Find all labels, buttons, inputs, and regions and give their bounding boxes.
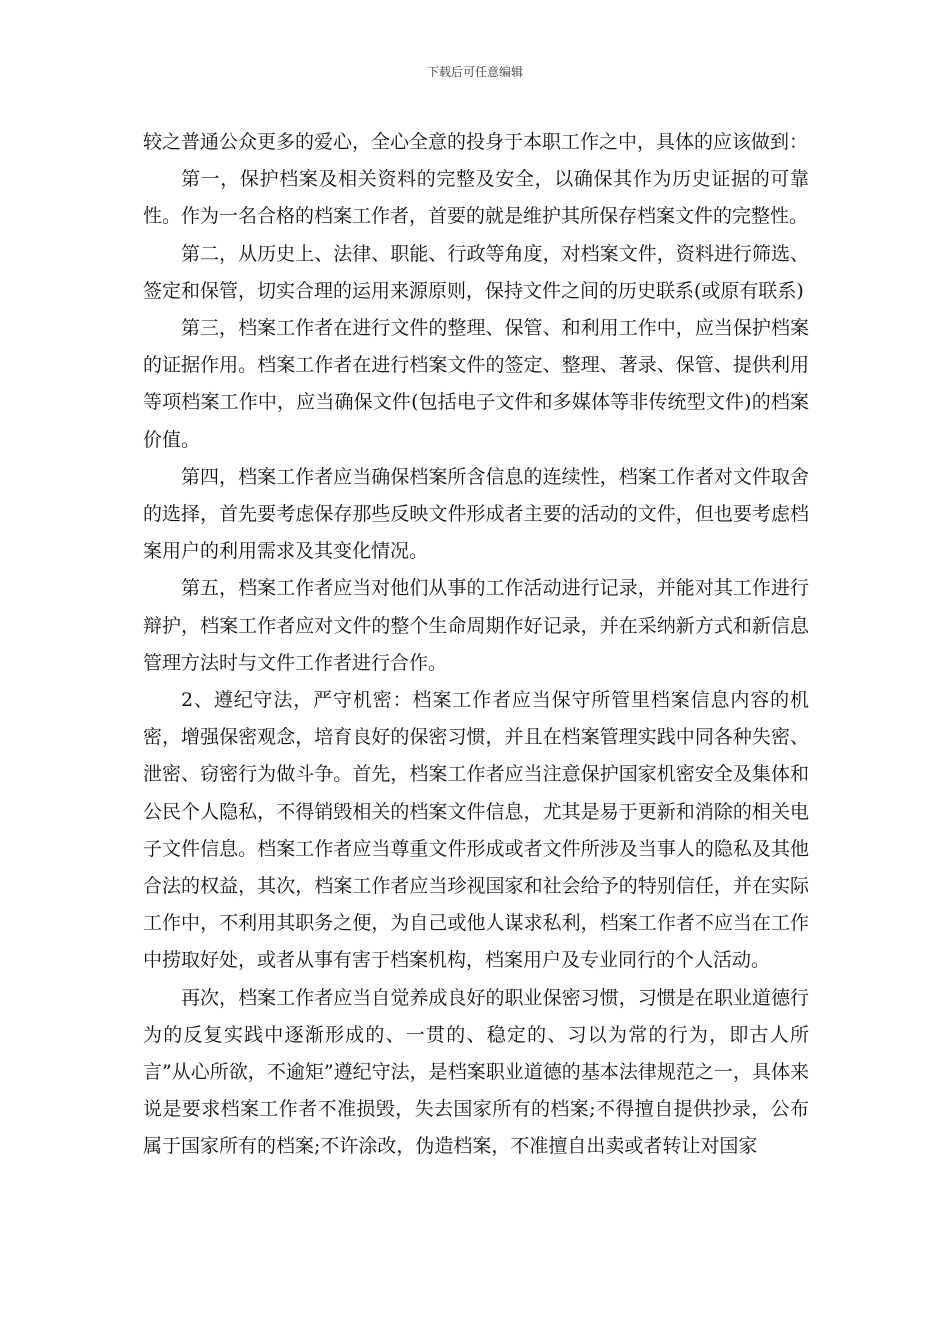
paragraph: 较之普通公众更多的爱心，全心全意的投身于本职工作之中，具体的应该做到： <box>143 131 809 153</box>
paragraph: 再次，档案工作者应当自觉养成良好的职业保密习惯，习惯是在职业道德行为的反复实践中逐渐形成的、一贯的、稳定的、习以为常的行为，即古人所言”从心所欲，不逾矩”遵纪守法，是档案职业道德的基本法律规范之一，具体来说是要求档案工作者不准损毁，失去国家所有的档案;不得擅自提供抄录，公布属于国家所有的档案;不许涂改，伪造档案，不准擅自出卖或者转让对国家 <box>143 986 809 1158</box>
page-header: 下载后可任意编辑 <box>426 65 523 79</box>
document-body <box>143 124 809 1166</box>
paragraph: 2、遵纪守法，严守机密：档案工作者应当保守所管里档案信息内容的机密，增强保密观念，培育良好的保密习惯，并且在档案管理实践中同各种失密、泄密、窃密行为做斗争。首先，档案工作者应当注意保护国家机密安全及集体和公民个人隐私，不得销毁相关的档案文件信息，尤其是易于更新和消除的相关电子文件信息。档案工作者应当尊重文件形成或者文件所涉及当事人的隐私及其他合法的权益，其次，档案工作者应当珍视国家和社会给予的特别信任，并在实际工作中，不利用其职务之便，为自己或他人谋求私利，档案工作者不应当在工作中捞取好处，或者从事有害于档案机构，档案用户及专业同行的个人活动。 <box>143 689 809 972</box>
paragraph: 第四，档案工作者应当确保档案所含信息的连续性，档案工作者对文件取舍的选择，首先要考虑保存那些反映文件形成者主要的活动的文件，但也要考虑档案用户的利用需求及其变化情况。 <box>143 465 809 563</box>
paragraph: 第五，档案工作者应当对他们从事的工作活动进行记录，并能对其工作进行辩护，档案工作者应对文件的整个生命周期作好记录，并在采纳新方式和新信息管理方法时与文件工作者进行合作。 <box>143 577 809 674</box>
paragraph: 第一，保护档案及相关资料的完整及安全，以确保其作为历史证据的可靠性。作为一名合格的档案工作者，首要的就是维护其所保存档案文件的完整性。 <box>143 168 809 228</box>
paragraph: 第二，从历史上、法律、职能、行政等角度，对档案文件，资料进行筛选、签定和保管，切实合理的运用来源原则，保持文件之间的历史联系(或原有联系) <box>143 242 809 302</box>
paragraph: 第三，档案工作者在进行文件的整理、保管、和利用工作中，应当保护档案的证据作用。档案工作者在进行档案文件的签定、整理、著录、保管、提供利用等项档案工作中，应当确保文件(包括电子文件和多媒体等非传统型文件)的档案价值。 <box>143 317 809 451</box>
